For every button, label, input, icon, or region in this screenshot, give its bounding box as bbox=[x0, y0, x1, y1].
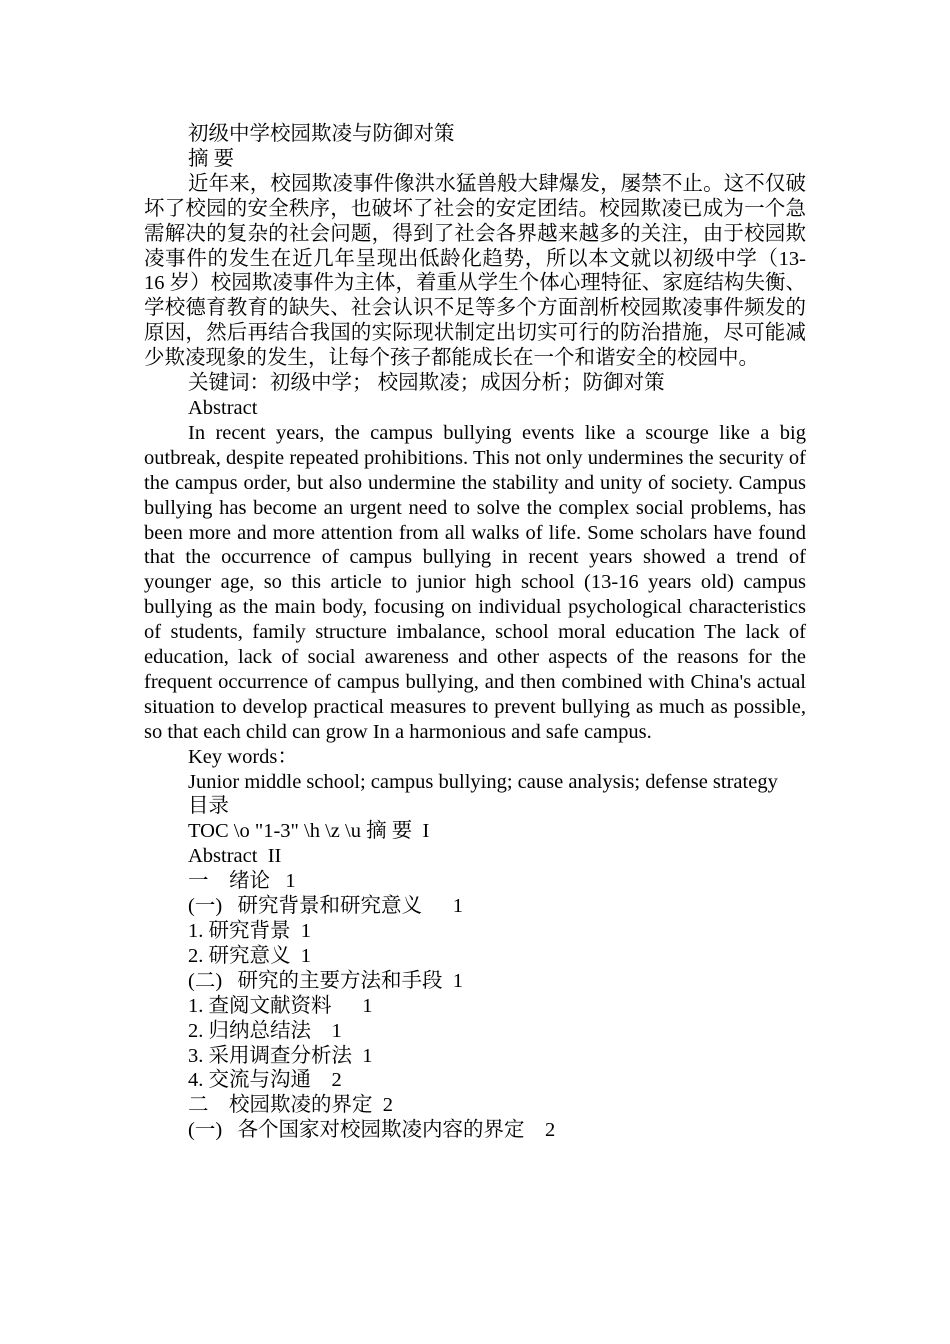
abstract-cn-heading: 摘 要 bbox=[188, 147, 235, 170]
toc-entry[interactable]: (一) 各个国家对校园欺凌内容的界定 2 bbox=[188, 1119, 556, 1142]
toc-entry[interactable]: 2. 研究意义 1 bbox=[188, 944, 311, 967]
keywords-en-body: Junior middle school; campus bullying; cause analysis; defense strategy bbox=[188, 770, 778, 793]
document-page bbox=[144, 122, 806, 1143]
toc-entry[interactable]: 4. 交流与沟通 2 bbox=[188, 1069, 342, 1092]
document-title: 初级中学校园欺凌与防御对策 bbox=[188, 123, 455, 145]
toc-entry[interactable]: 二 校园欺凌的界定 2 bbox=[188, 1094, 393, 1117]
keywords-en-heading: Key words： bbox=[188, 745, 298, 768]
toc-entry[interactable]: 1. 研究背景 1 bbox=[188, 920, 311, 942]
toc-entry[interactable]: 3. 采用调查分析法 1 bbox=[188, 1044, 373, 1067]
toc-entry[interactable]: 2. 归纳总结法 1 bbox=[188, 1019, 342, 1042]
abstract-en-heading: Abstract bbox=[188, 396, 258, 419]
abstract-en-body: In recent years, the campus bullying events like a scourge like a big outbreak, despite repeated prohibitions. This not only undermines the security of the campus order, but also undermine the stability and unity of society. Campus bullying has become an urgent need to solve the complex social problems, has been more and more attention from all walks of life. Some scholars have found that the occurrence of campus bullying in recent years showed a trend of younger age, so this article to junior high school (13-16 years old) campus bullying as the main body, focusing on individual psychological characteristics of students, family structure imbalance, school moral education The lack of education, lack of social awareness and other aspects of the reasons for the frequent occurrence of campus bullying, and then combined with China's actual situation to develop practical measures to prevent bullying as much as possible, so that each child can grow In a harmonious and safe campus. bbox=[144, 421, 806, 743]
abstract-cn-body: 近年来，校园欺凌事件像洪水猛兽般大肆爆发，屡禁不止。这不仅破坏了校园的安全秩序，也破坏了社会的安定团结。校园欺凌已成为一个急需解决的复杂的社会问题，得到了社会各界越来越多的关注，由于校园欺凌事件的发生在近几年呈现出低龄化趋势，所以本文就以初级中学（13-16 岁）校园欺凌事件为主体，着重从学生个体心理特征、家庭结构失衡、学校德育教育的缺失、社会认识不足等多个方面剖析校园欺凌事件频发的原因，然后再结合我国的实际现状制定出切实可行的防治措施，尽可能减少欺凌现象的发生，让每个孩子都能成长在一个和谐安全的校园中。 bbox=[144, 172, 806, 370]
toc-entry[interactable]: TOC \o "1-3" \h \z \u 摘 要 I bbox=[188, 820, 430, 843]
toc-entry[interactable]: Abstract II bbox=[188, 845, 282, 868]
keywords-cn: 关键词：初级中学； 校园欺凌；成因分析；防御对策 bbox=[188, 372, 665, 395]
toc-entry[interactable]: (一) 研究背景和研究意义 1 bbox=[188, 895, 464, 918]
toc-entry[interactable]: 一 绪论 1 bbox=[188, 870, 296, 893]
toc-entry[interactable]: 1. 查阅文献资料 1 bbox=[188, 994, 373, 1017]
toc-heading: 目录 bbox=[188, 795, 229, 818]
toc-entry[interactable]: (二) 研究的主要方法和手段 1 bbox=[188, 969, 464, 992]
